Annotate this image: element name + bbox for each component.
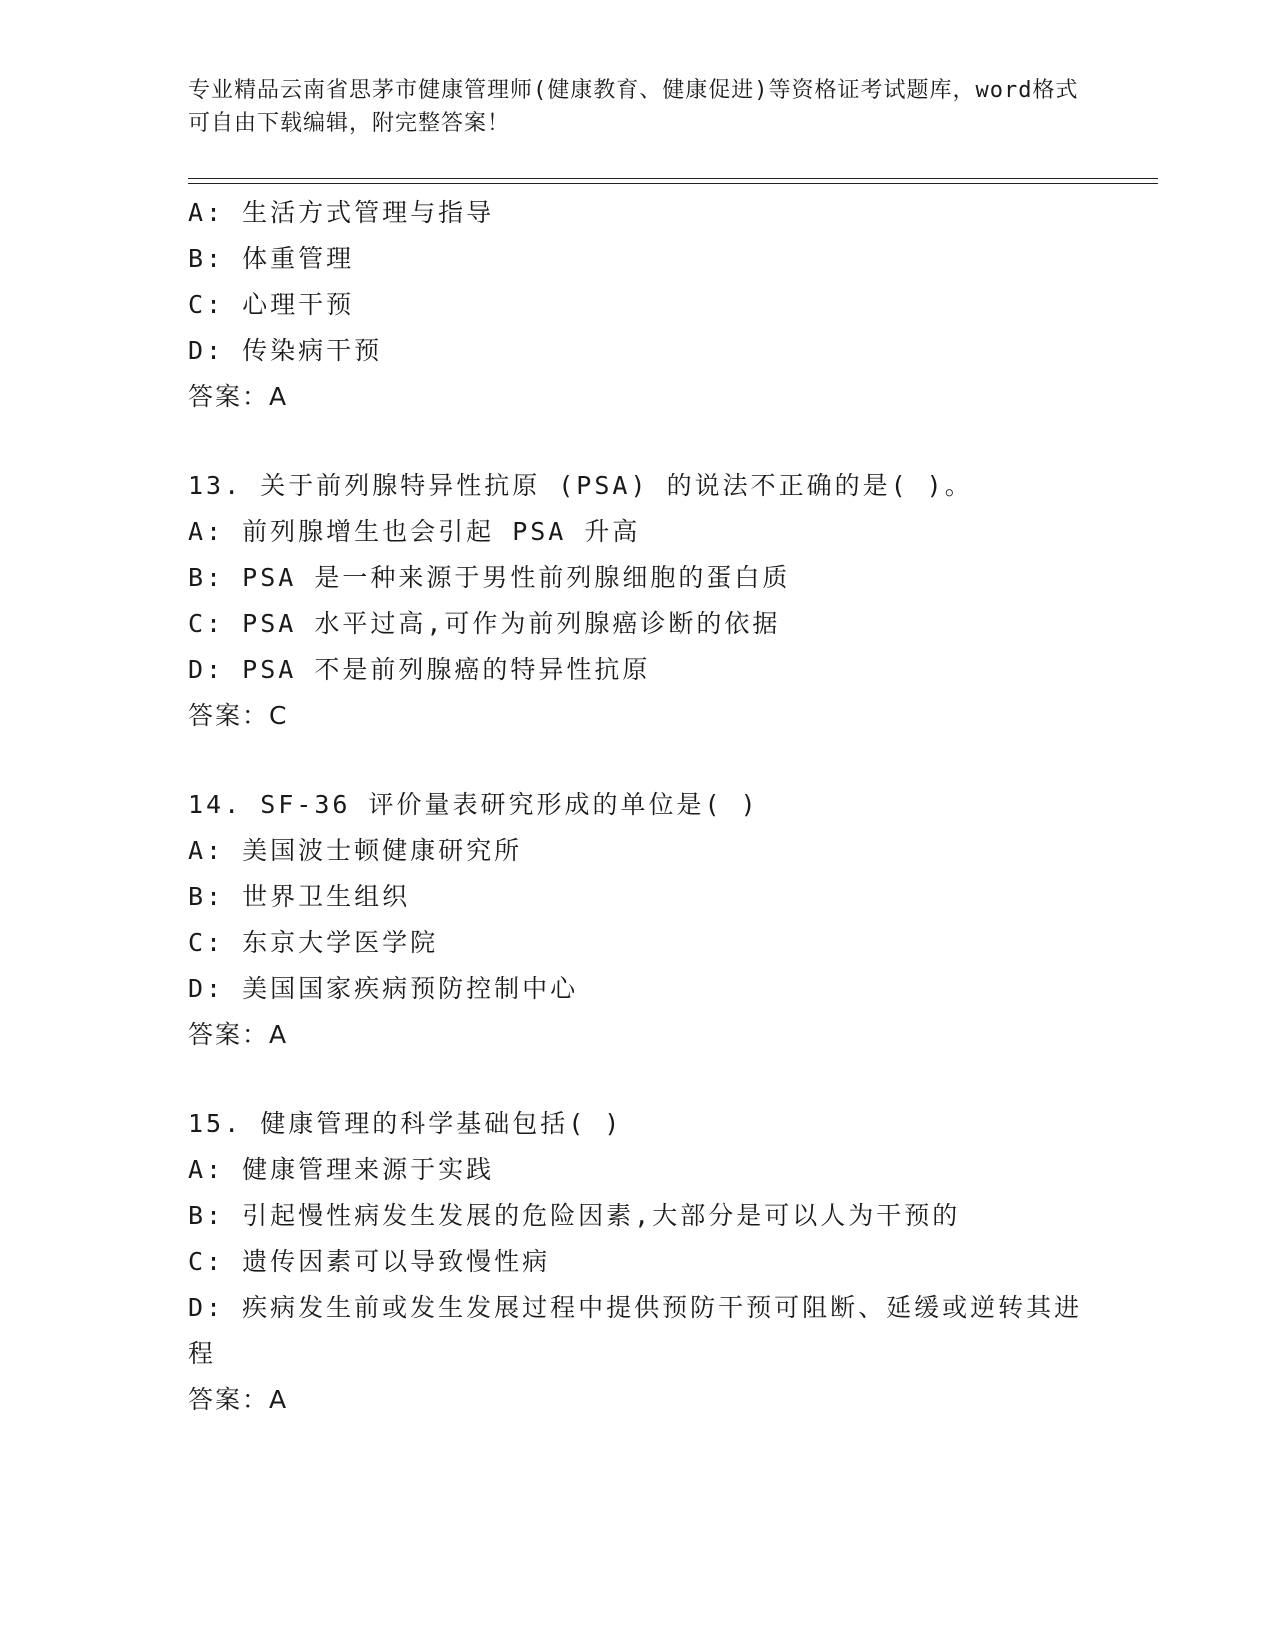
question-text: 15. 健康管理的科学基础包括( ) — [188, 1109, 623, 1138]
question-list — [188, 190, 1088, 1423]
answer-line: 答案：C — [188, 701, 289, 730]
option-a: A: 前列腺增生也会引起 PSA 升高 — [188, 517, 641, 546]
spacer — [188, 420, 1088, 463]
option-b: B: 体重管理 — [188, 244, 355, 273]
answer-line: 答案：A — [188, 382, 289, 411]
option-b: B: 世界卫生组织 — [188, 882, 411, 911]
spacer — [188, 1058, 1088, 1101]
option-c: C: 东京大学医学院 — [188, 928, 439, 957]
header-divider-top — [188, 178, 1158, 179]
spacer — [188, 739, 1088, 782]
option-a: A: 生活方式管理与指导 — [188, 198, 495, 227]
question-block-14 — [188, 782, 1088, 1058]
option-a: A: 美国波士顿健康研究所 — [188, 836, 523, 865]
answer-line: 答案：A — [188, 1385, 289, 1414]
question-text: 14. SF-36 评价量表研究形成的单位是( ) — [188, 790, 759, 819]
question-text: 13. 关于前列腺特异性抗原 (PSA) 的说法不正确的是( )。 — [188, 471, 973, 500]
question-block-15 — [188, 1101, 1088, 1423]
option-d: D: 传染病干预 — [188, 336, 383, 365]
option-c: C: 遗传因素可以导致慢性病 — [188, 1247, 551, 1276]
option-a: A: 健康管理来源于实践 — [188, 1155, 495, 1184]
option-b: B: 引起慢性病发生发展的危险因素,大部分是可以人为干预的 — [188, 1201, 961, 1230]
answer-line: 答案：A — [188, 1020, 289, 1049]
question-block-13 — [188, 463, 1088, 739]
option-c: C: PSA 水平过高,可作为前列腺癌诊断的依据 — [188, 609, 781, 638]
option-d: D: 美国国家疾病预防控制中心 — [188, 974, 579, 1003]
header-divider-bottom — [188, 183, 1158, 184]
question-block-12 — [188, 190, 1088, 420]
document-header: 专业精品云南省思茅市健康管理师(健康教育、健康促进)等资格证考试题库，word格式可自由下载编辑，附完整答案！ — [188, 78, 1079, 136]
option-d: D: 疾病发生前或发生发展过程中提供预防干预可阻断、延缓或逆转其进程 — [188, 1293, 1083, 1368]
option-c: C: 心理干预 — [188, 290, 355, 319]
option-d: D: PSA 不是前列腺癌的特异性抗原 — [188, 655, 651, 684]
option-b: B: PSA 是一种来源于男性前列腺细胞的蛋白质 — [188, 563, 791, 592]
